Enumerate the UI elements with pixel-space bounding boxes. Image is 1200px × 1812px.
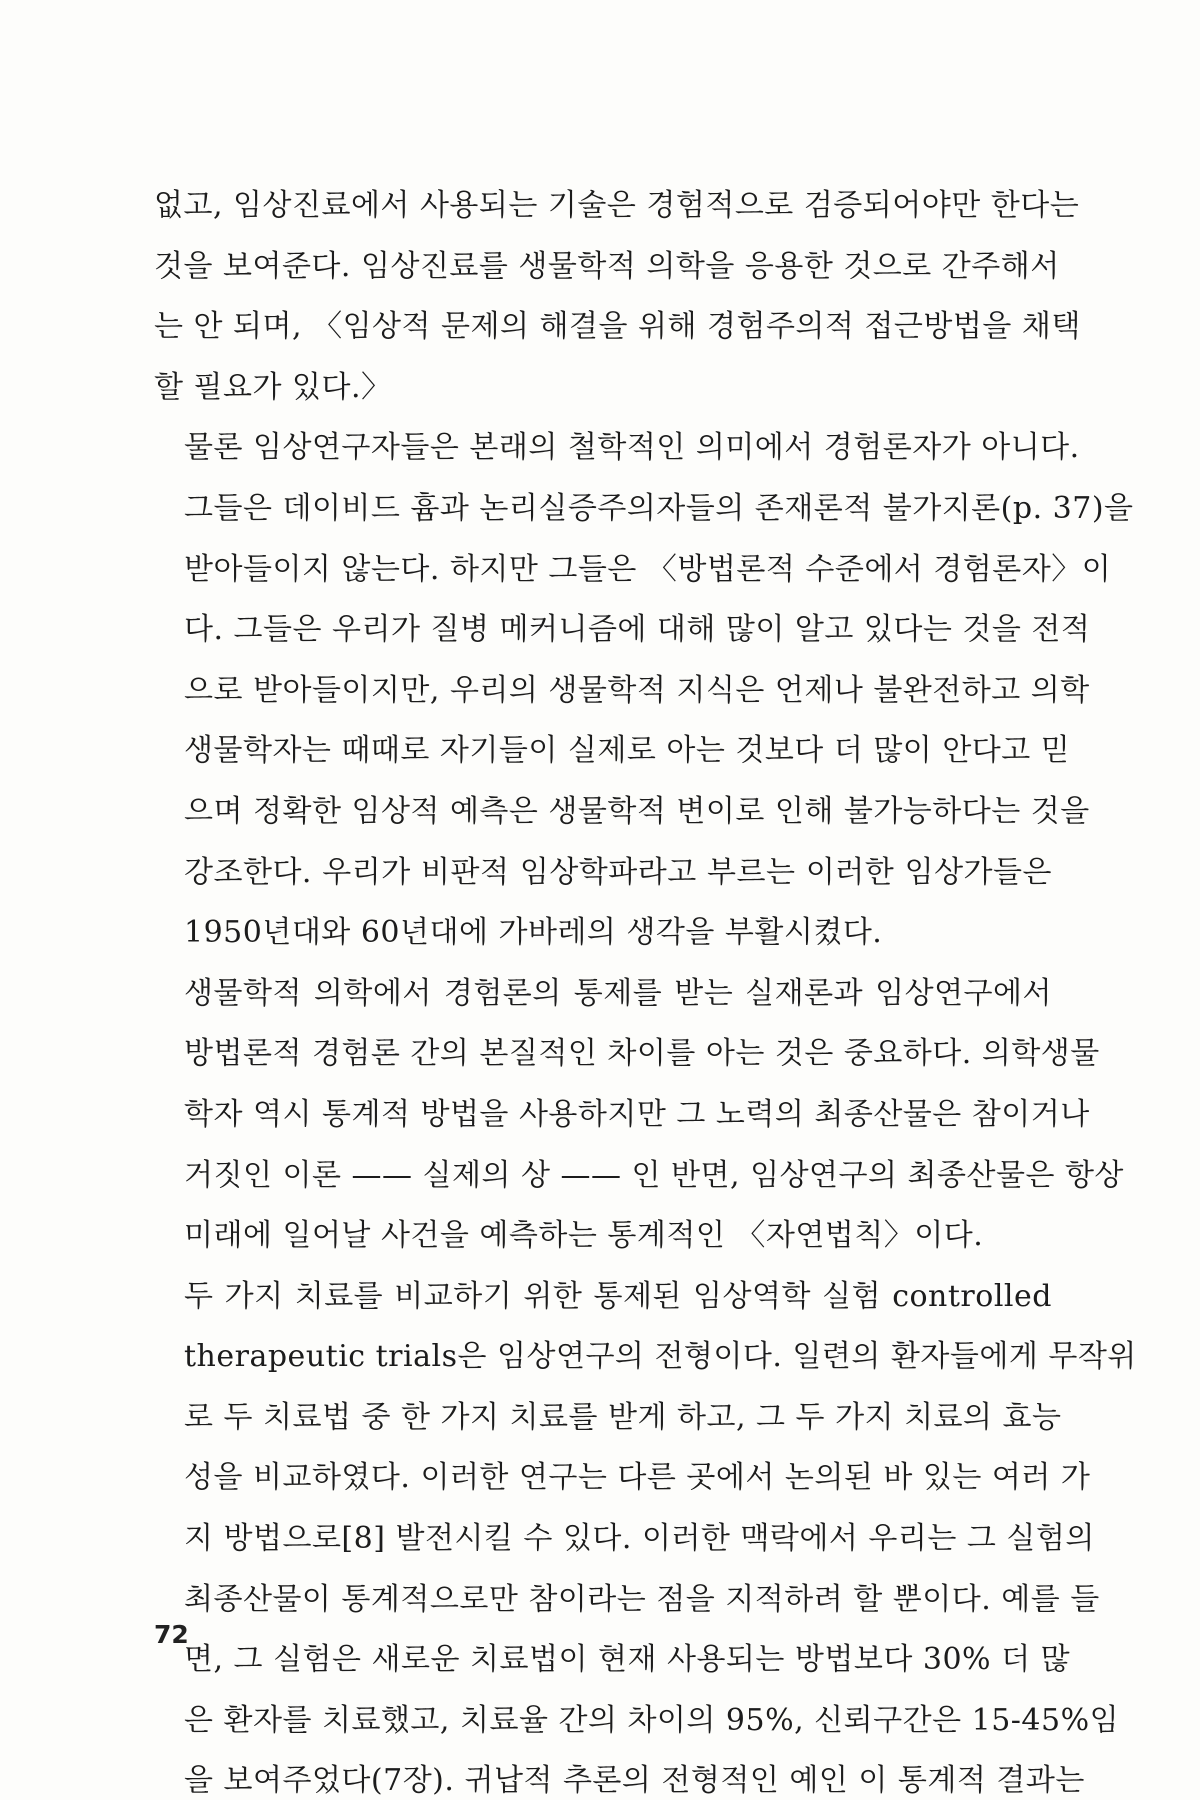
- text-line: 물론 임상연구자들은 본래의 철학적인 의미에서 경험론자가 아니다.: [184, 430, 1080, 466]
- paragraph: [154, 1267, 1137, 1812]
- text-line: 미래에 일어날 사건을 예측하는 통계적인 〈자연법칙〉이다.: [184, 1218, 984, 1254]
- text-line: 받아들이지 않는다. 하지만 그들은 〈방법론적 수준에서 경험론자〉이: [184, 551, 1112, 587]
- text-line: 지 방법으로[8] 발전시킬 수 있다. 이러한 맥락에서 우리는 그 실험의: [184, 1521, 1095, 1557]
- text-line: 방법론적 경험론 간의 본질적인 차이를 아는 것은 중요하다. 의학생물: [184, 1036, 1100, 1072]
- text-line: 강조한다. 우리가 비판적 임상학파라고 부르는 이러한 임상가들은: [184, 854, 1052, 890]
- text-line: 는 안 되며, 〈임상적 문제의 해결을 위해 경험주의적 접근방법을 채택: [154, 309, 1081, 345]
- paragraph: [154, 176, 1081, 418]
- text-line: 다. 그들은 우리가 질병 메커니즘에 대해 많이 알고 있다는 것을 전적: [184, 612, 1091, 648]
- text-line: 성을 비교하였다. 이러한 연구는 다른 곳에서 논의된 바 있는 여러 가: [184, 1460, 1091, 1496]
- text-line: 생물학자는 때때로 자기들이 실제로 아는 것보다 더 많이 안다고 믿: [184, 733, 1071, 769]
- text-line: 두 가지 치료를 비교하기 위한 통제된 임상역학 실험 controlled: [184, 1278, 1052, 1314]
- text-line: 것을 보여준다. 임상진료를 생물학적 의학을 응용한 것으로 간주해서: [154, 248, 1060, 284]
- text-line: 1950년대와 60년대에 가바레의 생각을 부활시켰다.: [184, 915, 883, 951]
- text-line: 할 필요가 있다.〉: [154, 369, 392, 405]
- text-line: 생물학적 의학에서 경험론의 통제를 받는 실재론과 임상연구에서: [184, 975, 1052, 1011]
- text-line: 은 환자를 치료했고, 치료율 간의 차이의 95%, 신뢰구간은 15-45%임: [184, 1702, 1120, 1738]
- text-line: 로 두 치료법 중 한 가지 치료를 받게 하고, 그 두 가지 치료의 효능: [184, 1399, 1062, 1435]
- text-line: 없고, 임상진료에서 사용되는 기술은 경험적으로 검증되어야만 한다는: [154, 188, 1080, 223]
- text-line: 을 보여주었다(7장). 귀납적 추론의 전형적인 예인 이 통계적 결과는: [184, 1763, 1085, 1799]
- text-line: therapeutic trials은 임상연구의 전형이다. 일련의 환자들에게 무작위: [184, 1339, 1137, 1375]
- text-line: 최종산물이 통계적으로만 참이라는 점을 지적하려 할 뿐이다. 예를 들: [184, 1581, 1100, 1617]
- paragraph: [154, 964, 1124, 1267]
- body-text: [154, 176, 1137, 1812]
- text-line: 그들은 데이비드 흄과 논리실증주의자들의 존재론적 불가지론(p. 37)을: [184, 490, 1134, 526]
- page-number: 72: [154, 1620, 189, 1649]
- text-line: 으며 정확한 임상적 예측은 생물학적 변이로 인해 불가능하다는 것을: [184, 793, 1090, 829]
- text-line: 면, 그 실험은 새로운 치료법이 현재 사용되는 방법보다 30% 더 많: [184, 1642, 1071, 1678]
- text-line: 거짓인 이론 —— 실제의 상 —— 인 반면, 임상연구의 최종산물은 항상: [184, 1157, 1124, 1193]
- text-line: 으로 받아들이지만, 우리의 생물학적 지식은 언제나 불완전하고 의학: [184, 672, 1090, 708]
- paragraph: [154, 418, 1134, 963]
- text-line: 학자 역시 통계적 방법을 사용하지만 그 노력의 최종산물은 참이거나: [184, 1096, 1090, 1132]
